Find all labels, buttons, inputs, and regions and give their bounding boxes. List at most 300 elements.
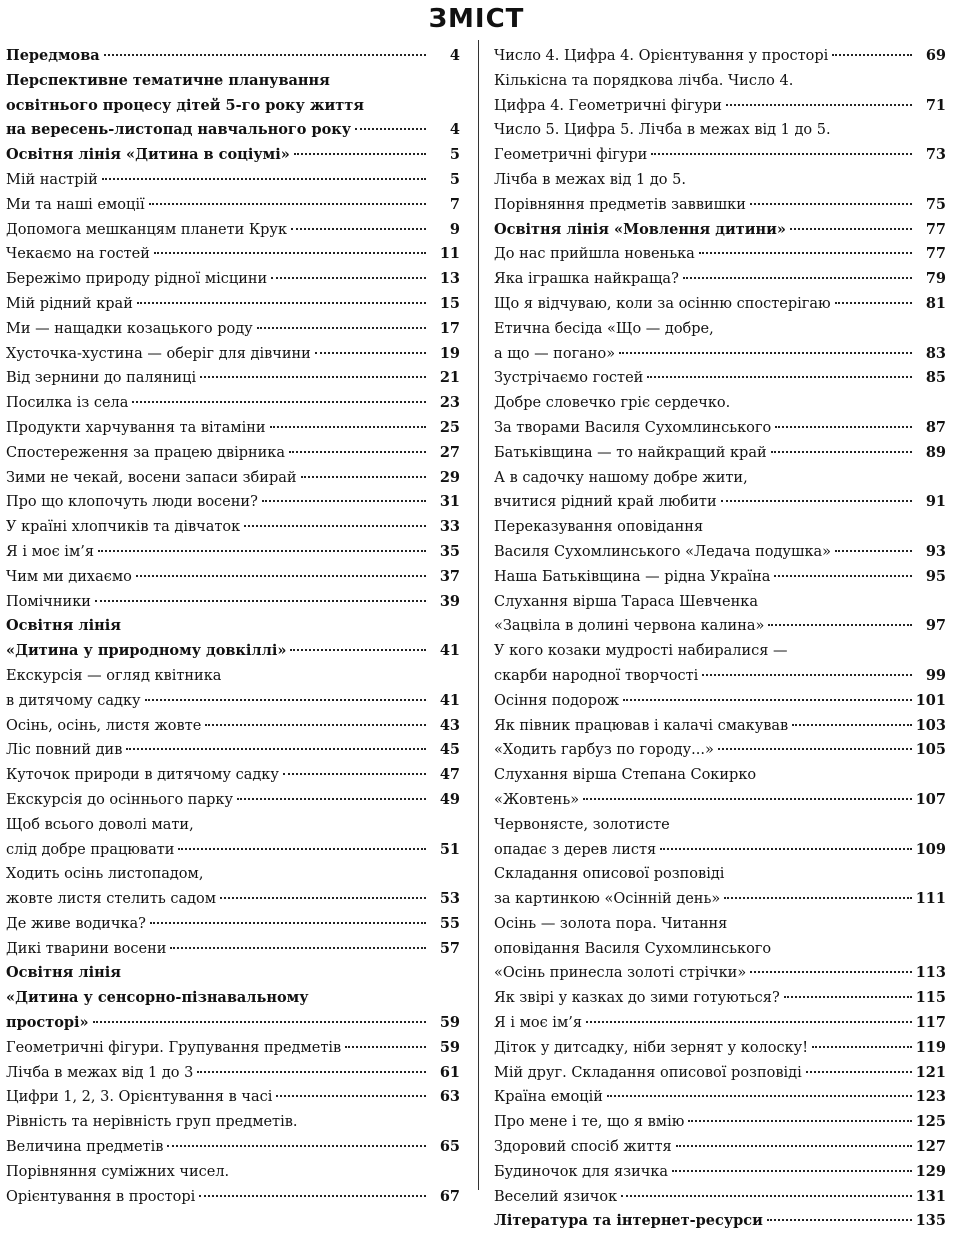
- toc-page-number: 91: [925, 493, 946, 511]
- dot-leader: [775, 426, 912, 428]
- dot-leader: [726, 104, 912, 106]
- toc-entry: [6, 416, 460, 441]
- toc-entry: [6, 466, 460, 491]
- toc-entry: [6, 218, 460, 243]
- toc-entry-title: освітнього процесу дітей 5-го року життя: [6, 96, 364, 114]
- dot-leader: [647, 376, 912, 378]
- toc-entry-line: [494, 267, 946, 292]
- toc-entry-line: [6, 118, 460, 143]
- toc-entry-line: [6, 639, 460, 664]
- dot-leader: [688, 1120, 911, 1122]
- toc-entry-title: Освітня лінія: [6, 964, 121, 982]
- toc-page-number: 101: [915, 691, 946, 709]
- toc-entry-title: Переказування оповідання: [494, 519, 704, 536]
- toc-page-number: 105: [915, 741, 946, 759]
- toc-entry-line: [6, 515, 460, 540]
- toc-page-number: 121: [915, 1063, 946, 1081]
- toc-entry-line: [494, 887, 946, 912]
- toc-page-number: 33: [439, 518, 460, 536]
- dot-leader: [607, 1095, 912, 1097]
- dot-leader: [750, 203, 912, 205]
- toc-page-number: 113: [915, 964, 946, 982]
- dot-leader: [200, 376, 426, 378]
- toc-entry-line: [6, 1085, 460, 1110]
- toc-entry: [6, 540, 460, 565]
- toc-entry: [6, 317, 460, 342]
- toc-entry-line: [6, 94, 460, 119]
- dot-leader: [291, 228, 426, 230]
- toc-entry-title: Країна емоцій: [494, 1089, 603, 1106]
- toc-entry-title: Порівняння предметів заввишки: [494, 196, 746, 213]
- toc-entry-title: Екскурсія до осіннього парку: [6, 791, 233, 808]
- toc-entry-title: Геометричні фігури. Групування предметів: [6, 1039, 342, 1056]
- dot-leader: [150, 922, 426, 924]
- dot-leader: [244, 525, 426, 527]
- toc-entry-line: [6, 937, 460, 962]
- dot-leader: [283, 773, 426, 775]
- toc-entry-line: [494, 565, 946, 590]
- toc-entry-line: [494, 1160, 946, 1185]
- toc-entry-title: Щоб всього доволі мати,: [6, 816, 194, 833]
- toc-entry-title: Чекаємо на гостей: [6, 246, 150, 263]
- toc-entry: [6, 1110, 460, 1160]
- toc-entry-title: Слухання вірша Степана Сокирко: [494, 767, 757, 784]
- toc-entry-line: [6, 317, 460, 342]
- toc-entry-line: [494, 961, 946, 986]
- toc-entry: [494, 242, 946, 267]
- toc-entry: [494, 1185, 946, 1210]
- toc-entry: [6, 664, 460, 714]
- toc-entry-line: [6, 466, 460, 491]
- dot-leader: [832, 54, 912, 56]
- page-title: ЗМІСТ: [428, 4, 525, 34]
- dot-leader: [301, 476, 426, 478]
- dot-leader: [137, 302, 426, 304]
- toc-entry-title: Лічба в межах від 1 до 5.: [494, 171, 686, 188]
- toc-entry-title: Рівність та нерівність груп предметів.: [6, 1114, 298, 1131]
- toc-entry: [494, 565, 946, 590]
- toc-entry: [494, 912, 946, 986]
- toc-page-number: 129: [915, 1162, 946, 1180]
- toc-entry: [6, 614, 460, 664]
- dot-leader: [167, 1145, 426, 1147]
- dot-leader: [676, 1145, 912, 1147]
- toc-entry-line: [6, 441, 460, 466]
- toc-entry-line: [6, 267, 460, 292]
- dot-leader: [145, 699, 426, 701]
- toc-entry-title: Мій настрій: [6, 171, 98, 188]
- toc-entry-line: [494, 94, 946, 119]
- toc-entry: [494, 986, 946, 1011]
- toc-entry-title: До нас прийшла новенька: [494, 246, 695, 263]
- dot-leader: [178, 848, 426, 850]
- toc-entry-line: [6, 242, 460, 267]
- toc-entry-line: [494, 292, 946, 317]
- toc-entry-line: [494, 590, 946, 615]
- toc-page-number: 9: [449, 220, 460, 238]
- toc-page-number: 83: [925, 344, 946, 362]
- toc-page-number: 15: [439, 294, 460, 312]
- toc-entry-title: Червонясте, золотисте: [494, 816, 670, 833]
- toc-page-number: 19: [439, 344, 460, 362]
- dot-leader: [721, 500, 912, 502]
- toc-page-number: 73: [925, 146, 946, 164]
- dot-leader: [262, 500, 426, 502]
- toc-page-number: 99: [925, 666, 946, 684]
- toc-entry: [494, 1085, 946, 1110]
- toc-entry: [494, 391, 946, 441]
- toc-page-number: 45: [439, 741, 460, 759]
- toc-page-number: 65: [439, 1138, 460, 1156]
- toc-entry-title: «Осінь принесла золоті стрічки»: [494, 965, 747, 982]
- toc-entry-title: Ми та наші емоції: [6, 196, 145, 213]
- toc-page-number: 67: [439, 1187, 460, 1205]
- toc-entry-line: [494, 540, 946, 565]
- dot-leader: [136, 575, 426, 577]
- toc-entry-line: [494, 317, 946, 342]
- toc-entry-line: [6, 565, 460, 590]
- toc-entry: [494, 317, 946, 367]
- toc-entry-title: на вересень-листопад навчального року: [6, 121, 352, 139]
- toc-entry-line: [6, 218, 460, 243]
- toc-page-number: 87: [925, 418, 946, 436]
- toc-page-number: 59: [439, 1014, 460, 1032]
- toc-entry-title: Величина предметів: [6, 1139, 164, 1156]
- toc-entry-title: Я і моє ім’я: [6, 543, 94, 560]
- toc-entry-line: [494, 69, 946, 94]
- toc-entry-line: [494, 763, 946, 788]
- toc-entry: [6, 862, 460, 912]
- toc-page-number: 53: [439, 890, 460, 908]
- toc-entry-line: [494, 912, 946, 937]
- toc-entry-line: [494, 490, 946, 515]
- toc-entry: [494, 441, 946, 466]
- dot-leader: [619, 352, 912, 354]
- toc-entry-title: Як звірі у казках до зими готуються?: [494, 990, 780, 1007]
- toc-entry-title: Лічба в межах від 1 до 3: [6, 1064, 194, 1081]
- toc-entry-title: Про що клопочуть люди восени?: [6, 494, 258, 511]
- toc-page-number: 135: [915, 1212, 946, 1230]
- toc-entry-title: «Дитина у природному довкіллі»: [6, 642, 287, 660]
- toc-entry: [6, 738, 460, 763]
- toc-entry: [6, 912, 460, 937]
- toc-left-column: [6, 44, 460, 1209]
- toc-entry-title: Від зернини до паляниці: [6, 370, 197, 387]
- toc-page-number: 29: [439, 468, 460, 486]
- toc-page-number: 115: [915, 989, 946, 1007]
- toc-entry: [6, 193, 460, 218]
- toc-entry: [6, 267, 460, 292]
- toc-entry-title: Кількісна та порядкова лічба. Число 4.: [494, 72, 794, 89]
- toc-entry: [6, 168, 460, 193]
- toc-entry-line: [6, 391, 460, 416]
- toc-entry-line: [494, 1209, 946, 1234]
- toc-entry: [494, 1160, 946, 1185]
- toc-entry-line: [494, 242, 946, 267]
- toc-entry: [494, 738, 946, 763]
- dot-leader: [768, 624, 912, 626]
- toc-page-number: 63: [439, 1088, 460, 1106]
- toc-entry-title: Допомога мешканцям планети Крук: [6, 221, 288, 238]
- dot-leader: [95, 600, 426, 602]
- toc-entry-title: Перспективне тематичне планування: [6, 71, 330, 89]
- toc-entry-title: а що — погано»: [494, 345, 616, 362]
- toc-entry-title: Я і моє ім’я: [494, 1015, 582, 1032]
- toc-entry-title: Орієнтування в просторі: [6, 1188, 196, 1205]
- dot-leader: [149, 203, 426, 205]
- toc-page-number: 55: [439, 914, 460, 932]
- toc-entry: [6, 714, 460, 739]
- toc-entry: [6, 788, 460, 813]
- toc-entry-line: [6, 1110, 460, 1135]
- toc-entry: [494, 813, 946, 863]
- toc-entry-line: [494, 168, 946, 193]
- toc-entry-line: [494, 1036, 946, 1061]
- toc-page-number: 69: [925, 47, 946, 64]
- toc-entry-line: [6, 912, 460, 937]
- dot-leader: [205, 724, 426, 726]
- toc-page-number: 57: [439, 939, 460, 957]
- toc-entry: [494, 218, 946, 243]
- toc-entry-line: [494, 838, 946, 863]
- dot-leader: [621, 1195, 912, 1197]
- toc-page-number: 97: [925, 617, 946, 635]
- toc-entry-line: [494, 1085, 946, 1110]
- toc-entry: [6, 143, 460, 168]
- toc-entry-title: Наша Батьківщина — рідна Україна: [494, 568, 771, 585]
- toc-entry-title: Література та інтернет-ресурси: [494, 1212, 763, 1230]
- toc-entry: [6, 763, 460, 788]
- toc-page-number: 127: [915, 1138, 946, 1156]
- toc-entry-title: Веселий язичок: [494, 1188, 618, 1205]
- toc-entry-title: Куточок природи в дитячому садку: [6, 767, 279, 784]
- toc-page-number: 125: [915, 1113, 946, 1131]
- toc-entry-title: Ми — нащадки козацького роду: [6, 320, 253, 337]
- toc-entry-line: [6, 961, 460, 986]
- toc-entry: [6, 1085, 460, 1110]
- dot-leader: [699, 252, 912, 254]
- toc-entry-line: [494, 614, 946, 639]
- toc-page-number: 85: [925, 369, 946, 387]
- toc-entry-line: [494, 714, 946, 739]
- dot-leader: [835, 550, 912, 552]
- toc-entry: [494, 763, 946, 813]
- toc-page-number: 103: [915, 716, 946, 734]
- toc-entry: [6, 342, 460, 367]
- dot-leader: [104, 54, 426, 56]
- dot-leader: [154, 252, 426, 254]
- toc-entry-line: [6, 1135, 460, 1160]
- toc-entry-title: Осінь — золота пора. Читання: [494, 915, 728, 932]
- toc-entry: [494, 689, 946, 714]
- toc-entry-line: [494, 738, 946, 763]
- toc-entry-title: за картинкою «Осінній день»: [494, 891, 721, 908]
- toc-entry-line: [6, 763, 460, 788]
- toc-entry: [494, 590, 946, 640]
- dot-leader: [774, 575, 912, 577]
- toc-page-number: 81: [925, 294, 946, 312]
- toc-page-number: 41: [439, 691, 460, 709]
- toc-entry-line: [6, 44, 460, 69]
- toc-page-number: 107: [915, 790, 946, 808]
- toc-entry-title: Освітня лінія «Мовлення дитини»: [494, 220, 786, 238]
- toc-entry-title: просторі»: [6, 1014, 89, 1032]
- toc-page-number: 25: [439, 418, 460, 436]
- toc-page-number: 119: [915, 1038, 946, 1056]
- toc-entry-title: За творами Василя Сухомлинського: [494, 419, 772, 436]
- toc-entry-title: Освітня лінія «Дитина в соціумі»: [6, 146, 290, 164]
- toc-entry-title: Цифри 1, 2, 3. Орієнтування в часі: [6, 1089, 273, 1106]
- toc-page-number: 39: [439, 592, 460, 610]
- toc-entry-line: [6, 168, 460, 193]
- toc-entry-line: [6, 1160, 460, 1185]
- toc-entry-line: [494, 1011, 946, 1036]
- toc-entry-line: [494, 466, 946, 491]
- toc-entry: [494, 1209, 946, 1234]
- toc-page-number: 131: [915, 1187, 946, 1205]
- toc-entry-title: «Ходить гарбуз по городу...»: [494, 742, 714, 759]
- toc-entry: [6, 515, 460, 540]
- toc-entry-title: Осіння подорож: [494, 692, 620, 709]
- toc-entry: [6, 937, 460, 962]
- toc-entry: [6, 44, 460, 69]
- toc-page-number: 11: [439, 245, 460, 263]
- toc-entry-title: Цифра 4. Геометричні фігури: [494, 97, 722, 114]
- dot-leader: [294, 153, 426, 155]
- toc-entry-title: Зустрічаємо гостей: [494, 370, 644, 387]
- toc-page-number: 4: [449, 121, 460, 139]
- dot-leader: [790, 228, 912, 230]
- toc-entry-line: [494, 391, 946, 416]
- toc-entry-line: [6, 664, 460, 689]
- toc-page-number: 71: [925, 96, 946, 114]
- toc-entry: [6, 490, 460, 515]
- toc-page-number: 4: [449, 47, 460, 64]
- toc-entry-line: [6, 813, 460, 838]
- toc-entry-line: [6, 714, 460, 739]
- toc-page-number: 37: [439, 567, 460, 585]
- toc-page-number: 43: [439, 716, 460, 734]
- toc-entry-line: [6, 887, 460, 912]
- toc-page-number: 35: [439, 542, 460, 560]
- toc-entry: [6, 1061, 460, 1086]
- toc-entry: [6, 1160, 460, 1210]
- toc-page-number: 95: [925, 567, 946, 585]
- toc-entry: [6, 292, 460, 317]
- toc-entry: [494, 168, 946, 218]
- toc-entry-line: [494, 1110, 946, 1135]
- toc-entry: [494, 292, 946, 317]
- column-divider: [478, 40, 479, 1190]
- dot-leader: [683, 277, 912, 279]
- toc-entry-title: Продукти харчування та вітаміни: [6, 419, 266, 436]
- toc-entry: [494, 1135, 946, 1160]
- dot-leader: [672, 1170, 912, 1172]
- toc-entry-line: [494, 1185, 946, 1210]
- toc-entry: [6, 366, 460, 391]
- dot-leader: [276, 1095, 426, 1097]
- toc-entry-line: [6, 69, 460, 94]
- toc-entry: [494, 1036, 946, 1061]
- toc-entry-title: Бережімо природу рідної місцини: [6, 271, 268, 288]
- toc-page-number: 27: [439, 443, 460, 461]
- toc-entry-title: Помічники: [6, 593, 91, 610]
- toc-entry: [6, 565, 460, 590]
- toc-entry-title: А в садочку нашому добре жити,: [494, 469, 748, 486]
- toc-entry: [494, 1011, 946, 1036]
- dot-leader: [270, 426, 426, 428]
- toc-entry-title: Будиночок для язичка: [494, 1163, 669, 1180]
- toc-entry: [6, 69, 460, 143]
- toc-entry: [6, 441, 460, 466]
- toc-entry-line: [494, 366, 946, 391]
- toc-entry-title: Число 5. Цифра 5. Лічба в межах від 1 до 5.: [494, 122, 831, 139]
- toc-page-number: 5: [449, 146, 460, 164]
- toc-entry-title: У країні хлопчиків та дівчаток: [6, 519, 241, 536]
- toc-entry-line: [6, 540, 460, 565]
- toc-entry-title: «Жовтень»: [494, 791, 580, 808]
- toc-entry-line: [6, 1036, 460, 1061]
- dot-leader: [355, 128, 426, 130]
- dot-leader: [812, 1046, 912, 1048]
- toc-entry-line: [6, 614, 460, 639]
- toc-entry-line: [494, 986, 946, 1011]
- toc-entry-title: Геометричні фігури: [494, 147, 648, 164]
- toc-entry-line: [494, 1135, 946, 1160]
- toc-entry-line: [494, 218, 946, 243]
- toc-entry-line: [6, 788, 460, 813]
- dot-leader: [724, 897, 911, 899]
- toc-entry-line: [6, 1185, 460, 1210]
- toc-entry-title: Екскурсія — огляд квітника: [6, 667, 222, 684]
- toc-page-number: 109: [915, 840, 946, 858]
- toc-entry-line: [494, 342, 946, 367]
- toc-entry-title: жовте листя стелить садом: [6, 891, 217, 908]
- toc-page-number: 31: [439, 493, 460, 511]
- toc-entry-title: Спостереження за працею двірника: [6, 444, 286, 461]
- toc-entry-title: оповідання Василя Сухомлинського: [494, 940, 772, 957]
- toc-entry: [494, 639, 946, 689]
- dot-leader: [199, 1195, 426, 1197]
- dot-leader: [583, 798, 912, 800]
- dot-leader: [315, 352, 426, 354]
- dot-leader: [718, 748, 912, 750]
- dot-leader: [792, 724, 911, 726]
- toc-page-number: 123: [915, 1088, 946, 1106]
- toc-page-number: 49: [439, 790, 460, 808]
- toc-entry-title: Хусточка-хустина — оберіг для дівчини: [6, 345, 311, 362]
- toc-page-number: 79: [925, 270, 946, 288]
- toc-entry-line: [6, 738, 460, 763]
- toc-entry: [6, 813, 460, 863]
- toc-entry-title: Добре словечко гріє сердечко.: [494, 395, 731, 412]
- toc-entry: [494, 1110, 946, 1135]
- toc-entry-line: [494, 416, 946, 441]
- toc-page-number: 75: [925, 195, 946, 213]
- dot-leader: [237, 798, 426, 800]
- toc-entry-line: [494, 143, 946, 168]
- toc-entry-title: Порівняння суміжних чисел.: [6, 1163, 230, 1180]
- toc-entry: [494, 69, 946, 119]
- toc-entry-title: Мій друг. Складання описової розповіді: [494, 1064, 802, 1081]
- toc-entry-title: Освітня лінія: [6, 617, 121, 635]
- toc-entry: [6, 391, 460, 416]
- dot-leader: [271, 277, 426, 279]
- toc-entry-title: Етична бесіда «Що — добре,: [494, 320, 714, 337]
- toc-page-number: 21: [439, 369, 460, 387]
- toc-entry-line: [6, 143, 460, 168]
- toc-entry-title: скарби народної творчості: [494, 667, 699, 684]
